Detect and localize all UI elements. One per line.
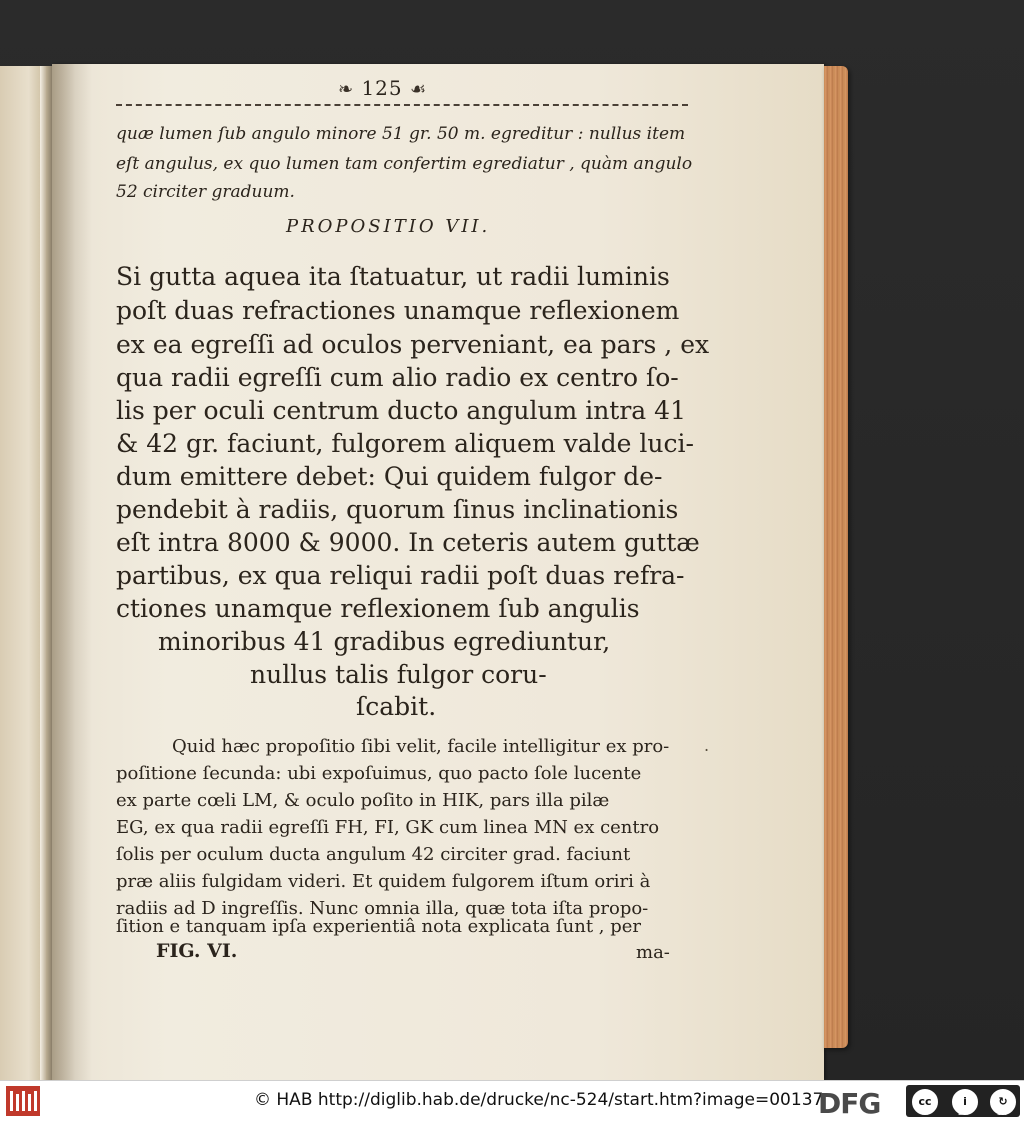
dfg-logo: DFG — [818, 1087, 881, 1120]
proposition-line: lis per oculi centrum ducto angulum intra 41 — [116, 396, 686, 425]
spine-shadow — [52, 64, 92, 1080]
proposition-title: PROPOSITIO VII. — [286, 216, 491, 237]
body-line: ex parte cœli LM, & oculo poſito in HIK, pars illa pilæ — [116, 790, 610, 811]
proposition-line: Si gutta aquea ita ſtatuatur, ut radii luminis — [116, 262, 670, 291]
page-number: 125 — [361, 76, 403, 100]
body-line: ſolis per oculum ducta angulum 42 circiter grad. faciunt — [116, 844, 631, 865]
proposition-line: qua radii egreſſi cum alio radio ex centro ſo- — [116, 363, 679, 392]
share-alike-icon: ↻ — [990, 1089, 1016, 1115]
margin-mark: . — [704, 736, 710, 755]
footnote-line: eſt angulus, ex quo lumen tam confertim egrediatur , quàm angulo — [116, 154, 693, 174]
proposition-line: dum emittere debet: Qui quidem fulgor de- — [116, 462, 663, 491]
header-rule — [116, 104, 688, 106]
body-line: poſitione ſecunda: ubi expoſuimus, quo pacto ſole lucente — [116, 763, 642, 784]
credit-bar — [0, 1080, 1024, 1121]
body-line: Quid hæc propoſitio ſibi velit, facile intelligitur ex pro- — [172, 736, 670, 757]
body-line: EG, ex qua radii egreſſi FH, FI, GK cum linea MN ex centro — [116, 817, 660, 838]
footnote-line: 52 circiter graduum. — [116, 182, 295, 202]
proposition-line: ex ea egreſſi ad oculos perveniant, ea pars , ex — [116, 330, 710, 359]
cc-sa-label: SA — [997, 1109, 1007, 1117]
proposition-line: partibus, ex qua reliqui radii poſt duas refra- — [116, 561, 685, 590]
proposition-line: pendebit à radiis, quorum ſinus inclinationis — [116, 495, 679, 524]
page-stack-edge — [824, 66, 848, 1048]
body-line: præ aliis fulgidam videri. Et quidem fulgorem iſtum oriri à — [116, 871, 651, 892]
body-line: ſition e tanquam ipſa experientiâ nota explicata ſunt , per — [116, 916, 642, 937]
cc-icon: cc — [912, 1089, 938, 1115]
credit-link[interactable]: © HAB http://diglib.hab.de/drucke/nc-524/start.htm?image=00137 — [254, 1090, 824, 1110]
figure-label: FIG. VI. — [156, 940, 238, 962]
catchword: ma- — [636, 942, 670, 963]
proposition-line: ſcabit. — [356, 692, 437, 721]
cc-by-label: BY — [958, 1109, 967, 1117]
body-line: radiis ad D ingreſſis. Nunc omnia illa, quæ tota iſta propo- — [116, 898, 649, 919]
proposition-line: nullus talis fulgor coru- — [250, 660, 547, 689]
proposition-line: ctiones unamque reflexionem ſub angulis — [116, 594, 640, 623]
proposition-line: eſt intra 8000 & 9000. In ceteris autem guttæ — [116, 528, 700, 557]
previous-page-edge — [0, 66, 52, 1080]
attribution-icon: i — [952, 1089, 978, 1115]
cc-license-badge[interactable] — [906, 1085, 1020, 1117]
proposition-line: poſt duas refractiones unamque reflexionem — [116, 296, 680, 325]
page-header — [338, 76, 427, 100]
ornament-left-icon: ❧ — [338, 79, 355, 100]
proposition-line: & 42 gr. faciunt, fulgorem aliquem valde luci- — [116, 429, 694, 458]
proposition-line: minoribus 41 gradibus egrediuntur, — [158, 627, 611, 656]
ornament-right-icon: ☙ — [410, 79, 428, 100]
footnote-line: quæ lumen ſub angulo minore 51 gr. 50 m. egreditur : nullus item — [116, 124, 686, 144]
hab-logo-icon — [6, 1086, 40, 1116]
